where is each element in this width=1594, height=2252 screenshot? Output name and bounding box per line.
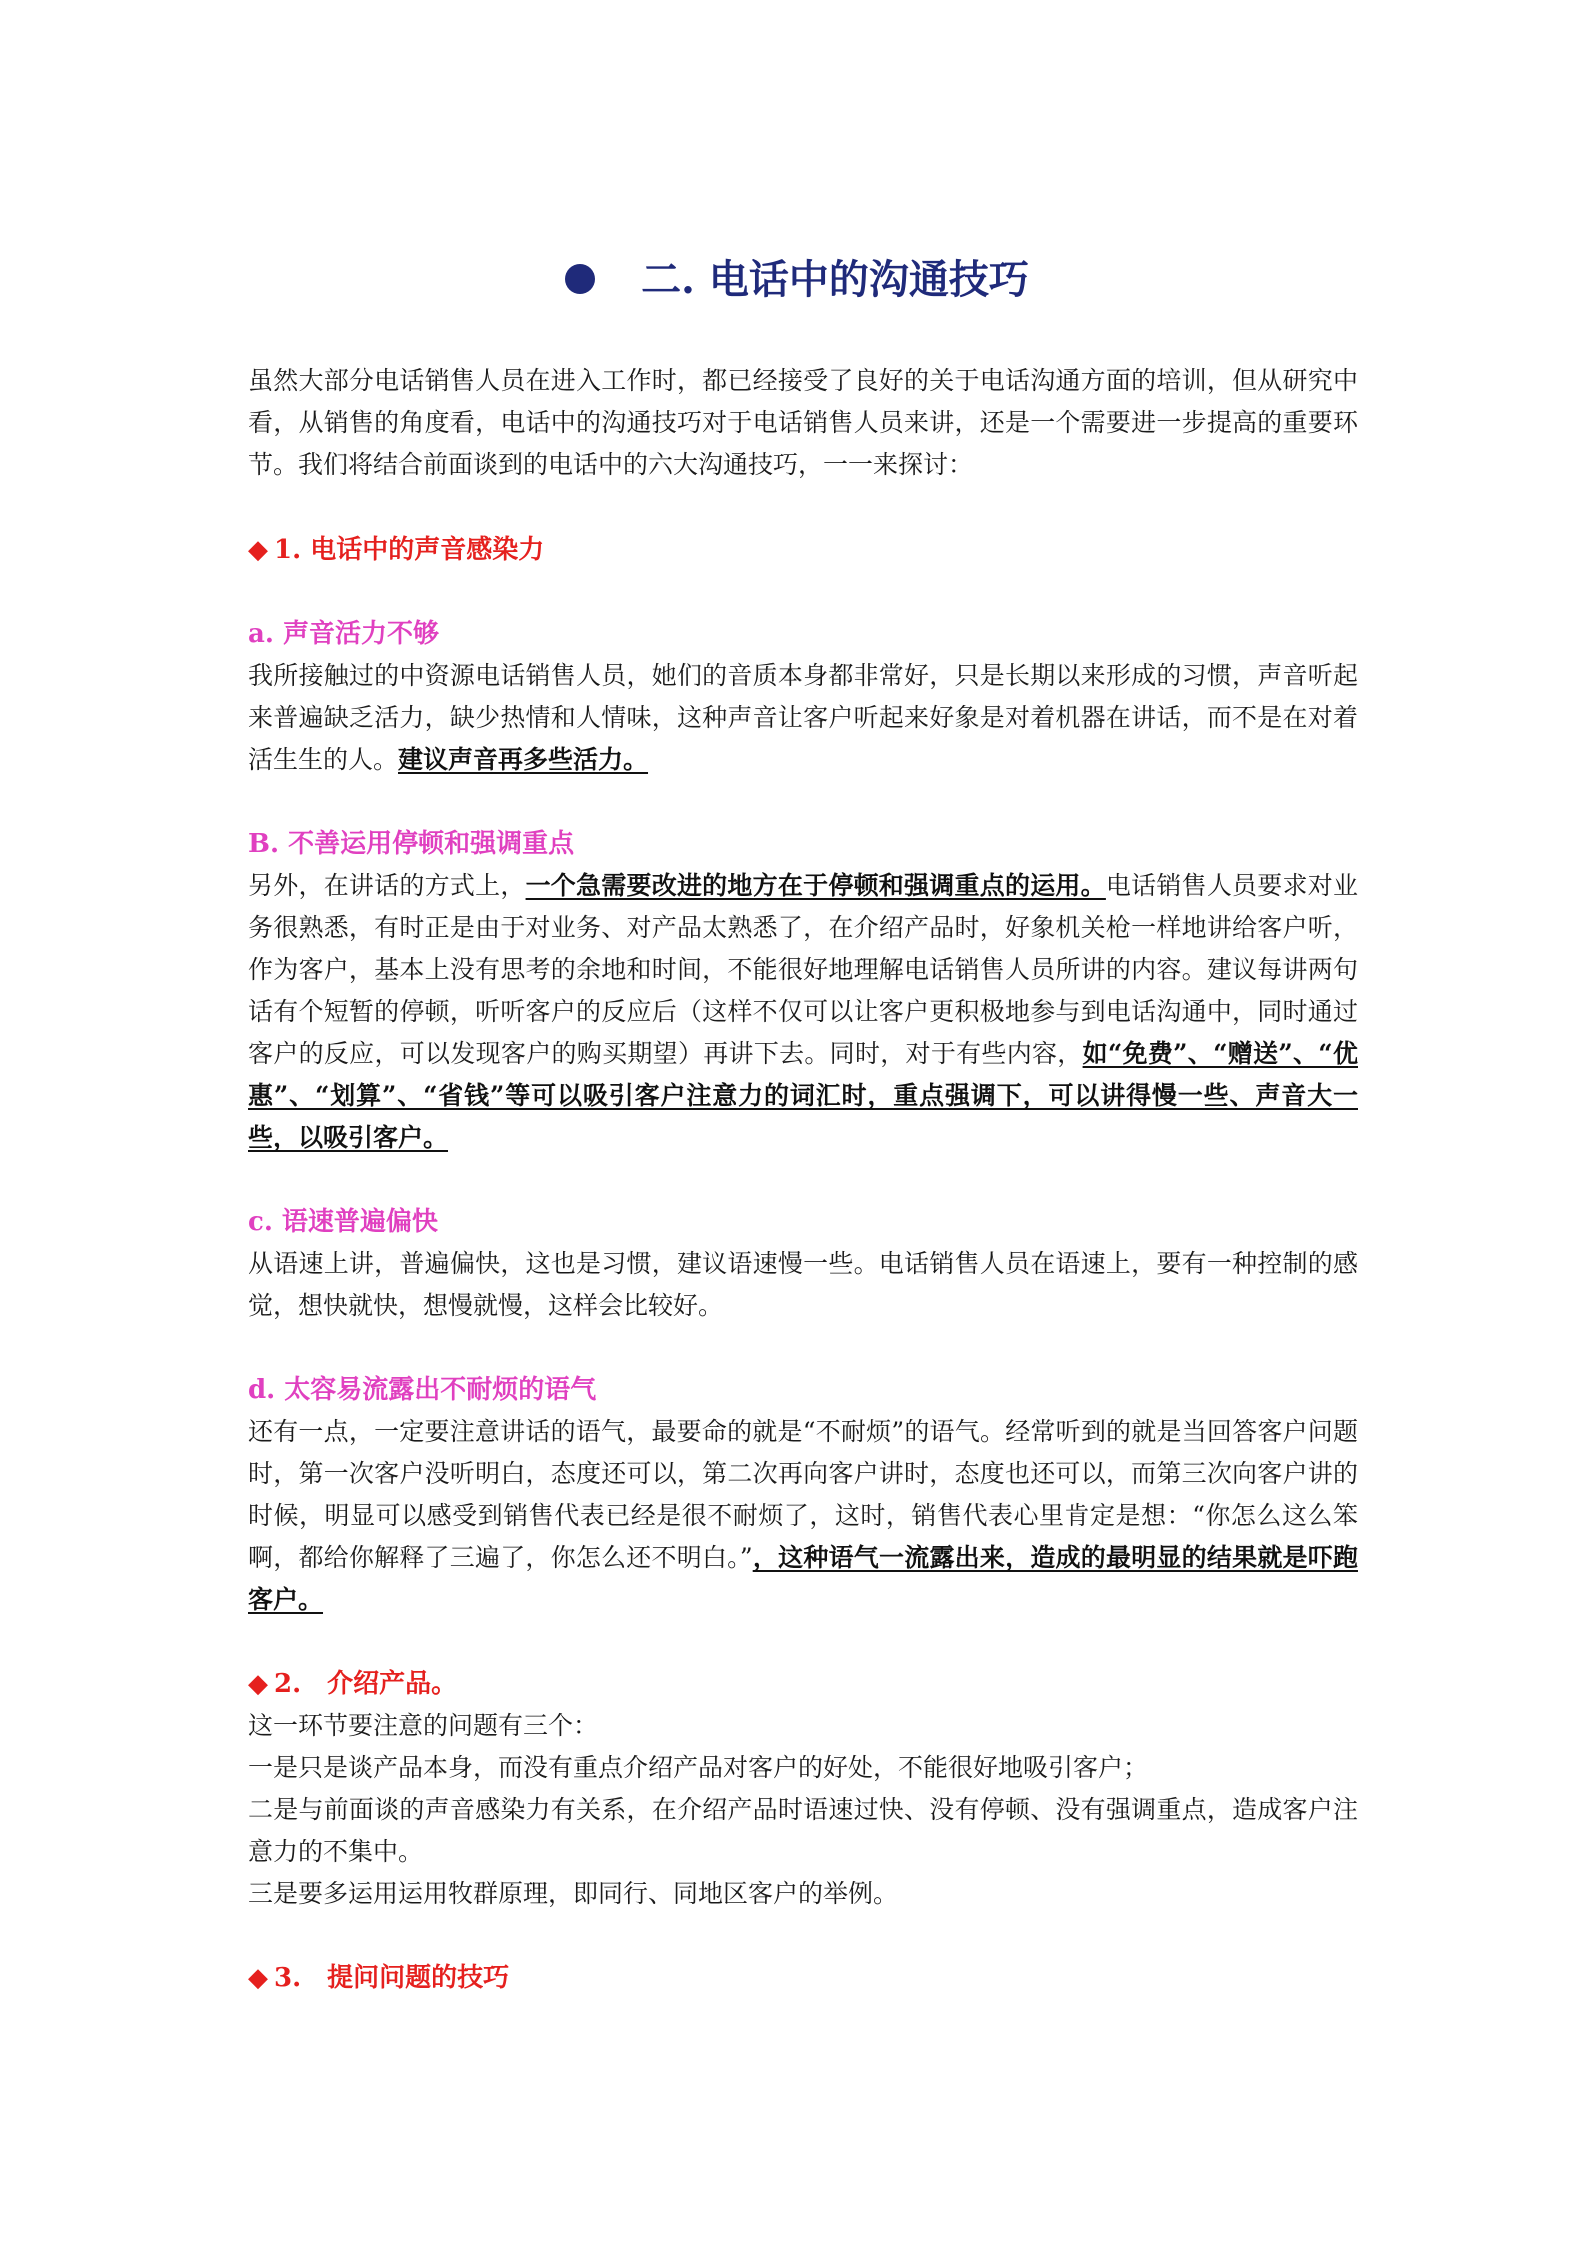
subsection-d-body [248, 1411, 1358, 1621]
subsection-c-body [248, 1243, 1358, 1327]
subsection-c-heading: c. 语速普遍偏快 [248, 1207, 438, 1237]
subsection-a-heading: a. 声音活力不够 [248, 619, 439, 649]
subsection-b-heading: B. 不善运用停顿和强调重点 [248, 829, 575, 859]
subsection-a-text: 我所接触过的中资源电话销售人员，她们的音质本身都非常好，只是长期以来形成的习惯，声音听起来普遍缺乏活力，缺少热情和人情味，这种声音让客户听起来好象是对着机器在讲话，而不是在对着活生生的人。 [248, 661, 1358, 774]
list-item: 三是要多运用运用牧群原理，即同行、同地区客户的举例。 [248, 1879, 899, 1908]
section-1-heading: ◆ 1. 电话中的声音感染力 [248, 535, 545, 565]
subsection-d-heading: d. 太容易流露出不耐烦的语气 [248, 1375, 597, 1405]
subsection-a-body [248, 655, 1358, 781]
diamond-icon: ◆ [248, 1963, 268, 1993]
subsection-b-body: 另外，在讲话的方式上，一个急需要改进的地方在于停顿和强调重点的运用。电话销售人员要求对业务很熟悉，有时正是由于对业务、对产品太熟悉了，在介绍产品时，好象机关枪一样地讲给客户听，作为客户，基本上没有思考的余地和时间，不能很好地理解电话销售人员所讲的内容。建议每讲两句话有个短暂的停顿，听听客户的反应后（这样不仅可以让客户更积极地参与到电话沟通中，同时通过客户的反应，可以发现客户的购买期望）再讲下去。同时，对于有些内容，如“免费”、“赠送”、“优惠”、“划算”、“省钱”等可以吸引客户注意力的词汇时，重点强调下，可以讲得慢一些、声音大一些，以吸引客户。 [248, 871, 1358, 1152]
section-3-heading: ◆ 3. 提问问题的技巧 [248, 1963, 510, 1993]
subsection-b-emphasis-2: 如“免费”、“赠送”、“优惠”、“划算”、“省钱”等可以吸引客户注意力的词汇时，重点强调下，可以讲得慢一些、声音大一些，以吸引客户。 [248, 1039, 1358, 1152]
subsection-d-text: 还有一点，一定要注意讲话的语气，最要命的就是“不耐烦”的语气。经常听到的就是当回答客户问题时，第一次客户没听明白，态度还可以，第二次再向客户讲时，态度也还可以，而第三次向客户讲的时候，明显可以感受到销售代表已经是很不耐烦了，这时，销售代表心里肯定是想：“你怎么这么笨啊，都给你解释了三遍了，你怎么还不明白。” [248, 1417, 1358, 1572]
list-item: 这一环节要注意的问题有三个： [248, 1711, 599, 1740]
title-text: 二. 电话中的沟通技巧 [641, 256, 1029, 303]
subsection-b-emphasis-1: 一个急需要改进的地方在于停顿和强调重点的运用。 [525, 871, 1106, 900]
list-item: 二是与前面谈的声音感染力有关系，在介绍产品时语速过快、没有停顿、没有强调重点，造成客户注意力的不集中。 [248, 1795, 1358, 1866]
subsection-d-emphasis: ，这种语气一流露出来，造成的最明显的结果就是吓跑客户。 [248, 1543, 1358, 1614]
intro-text: 虽然大部分电话销售人员在进入工作时，都已经接受了良好的关于电话沟通方面的培训，但从研究中看，从销售的角度看，电话中的沟通技巧对于电话销售人员来讲，还是一个需要进一步提高的重要环节。我们将结合前面谈到的电话中的六大沟通技巧，一一来探讨： [248, 366, 1358, 479]
intro-paragraph [248, 360, 1358, 486]
subsection-a-emphasis: 建议声音再多些活力。 [398, 745, 649, 774]
filled-circle-icon [565, 264, 595, 294]
list-item: 一是只是谈产品本身，而没有重点介绍产品对客户的好处，不能很好地吸引客户； [248, 1753, 1149, 1782]
section-2-heading: ◆ 2. 介绍产品。 [248, 1669, 458, 1699]
subsection-c-text: 从语速上讲，普遍偏快，这也是习惯，建议语速慢一些。电话销售人员在语速上，要有一种控制的感觉，想快就快，想慢就慢，这样会比较好。 [248, 1249, 1358, 1320]
section-2-body [248, 1705, 1358, 1915]
diamond-icon: ◆ [248, 1669, 268, 1699]
diamond-icon: ◆ [248, 535, 268, 565]
page-title [0, 252, 1594, 308]
